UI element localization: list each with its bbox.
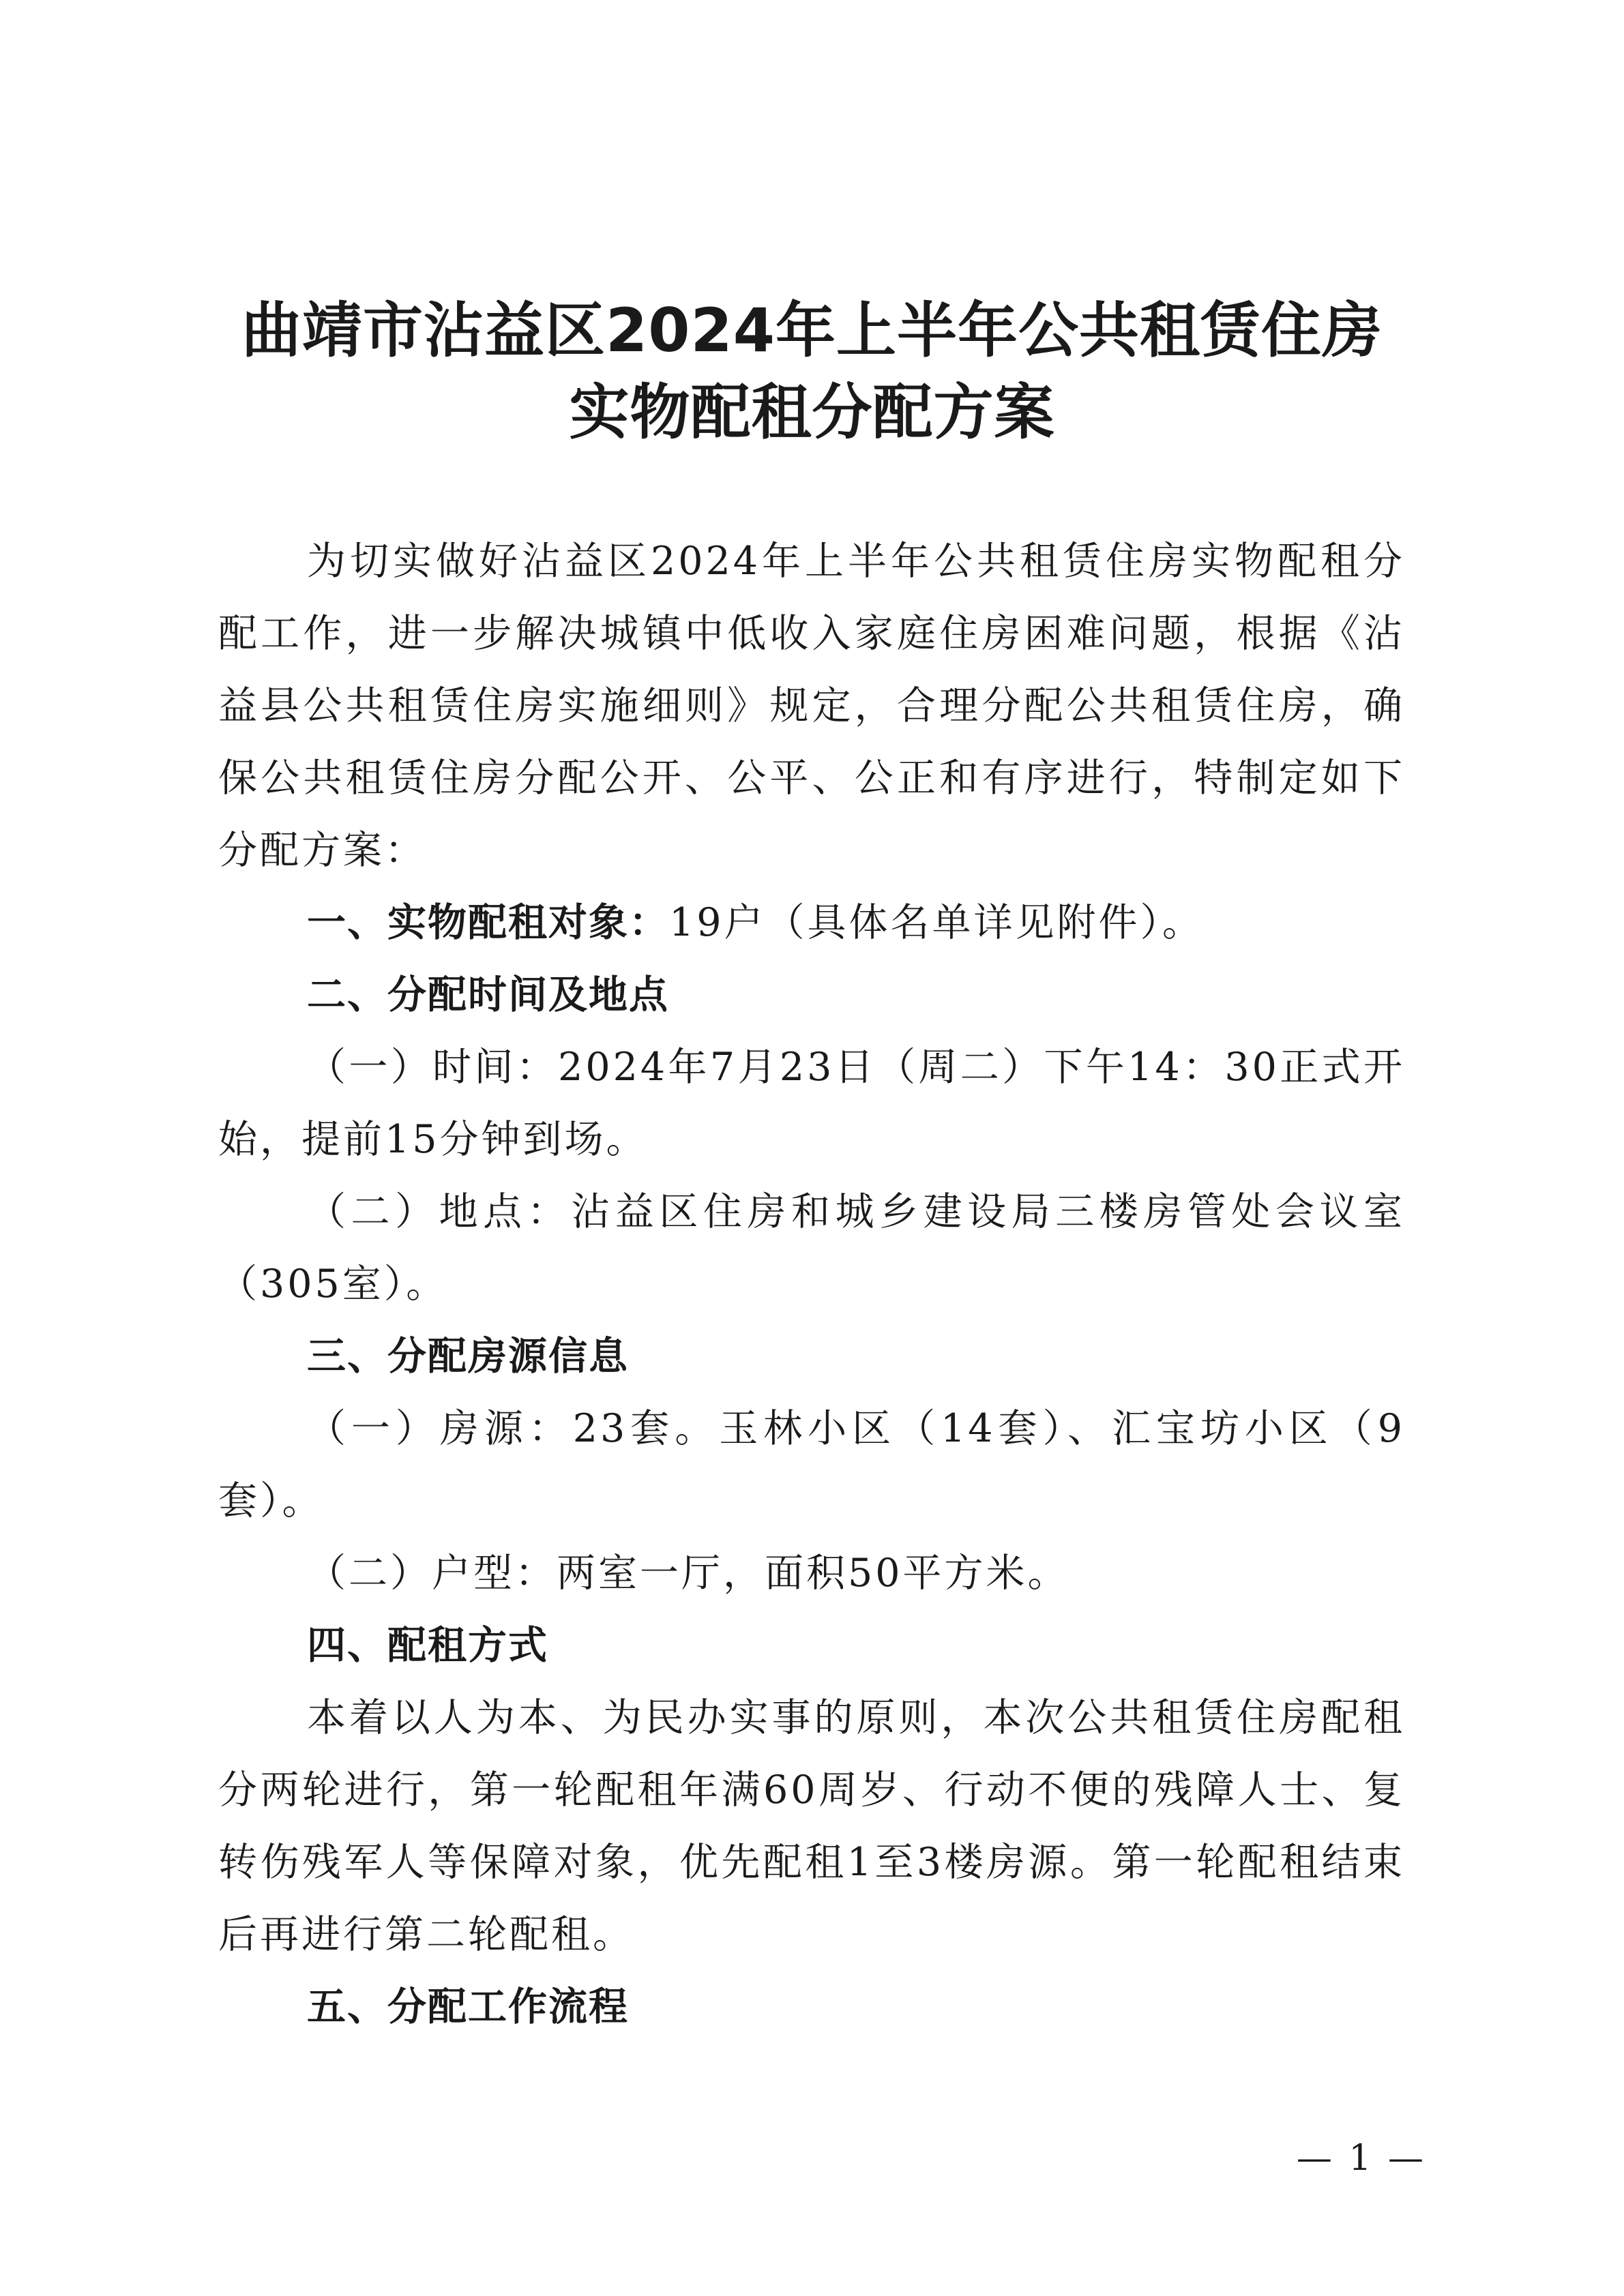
document-body <box>218 525 1405 2043</box>
document-title-line-2: 实物配租分配方案 <box>569 377 1055 447</box>
section-2-item-1: （一）时间：2024年7月23日（周二）下午14：30正式开始，提前15分钟到场。 <box>218 1045 1405 1162</box>
section-4-heading: 四、配租方式 <box>307 1623 548 1668</box>
section-2-item-2: （二）地点：沾益区住房和城乡建设局三楼房管处会议室（305室）。 <box>218 1189 1405 1307</box>
section-3-item-2: （二）户型：两室一厅，面积50平方米。 <box>307 1551 1069 1596</box>
document-title-line-1: 曲靖市沾益区2024年上半年公共租赁住房 <box>241 295 1383 366</box>
intro-paragraph: 为切实做好沾益区2024年上半年公共租赁住房实物配租分配工作，进一步解决城镇中低收入家庭住房困难问题，根据《沾益县公共租赁住房实施细则》规定，合理分配公共租赁住房，确保公共租赁住房分配公开、公平、公正和有序进行，特制定如下分配方案： <box>218 539 1405 873</box>
section-1-heading: 一、实物配租对象： <box>307 900 669 945</box>
section-3-heading: 三、分配房源信息 <box>307 1334 629 1379</box>
section-3-item-1: （一）房源：23套。玉林小区（14套）、汇宝坊小区（9套）。 <box>218 1406 1405 1523</box>
section-5-heading: 五、分配工作流程 <box>307 1984 629 2029</box>
section-4-text: 本着以人为本、为民办实事的原则，本次公共租赁住房配租分两轮进行，第一轮配租年满60周岁、行动不便的残障人士、复转伤残军人等保障对象，优先配租1至3楼房源。第一轮配租结束后再进行第二轮配租。 <box>218 1695 1405 1957</box>
section-1 <box>218 886 1405 959</box>
section-2-heading: 二、分配时间及地点 <box>307 972 669 1017</box>
page-number: — 1 — <box>1296 2138 1426 2179</box>
section-1-text: 19户（具体名单详见附件）。 <box>669 900 1205 945</box>
